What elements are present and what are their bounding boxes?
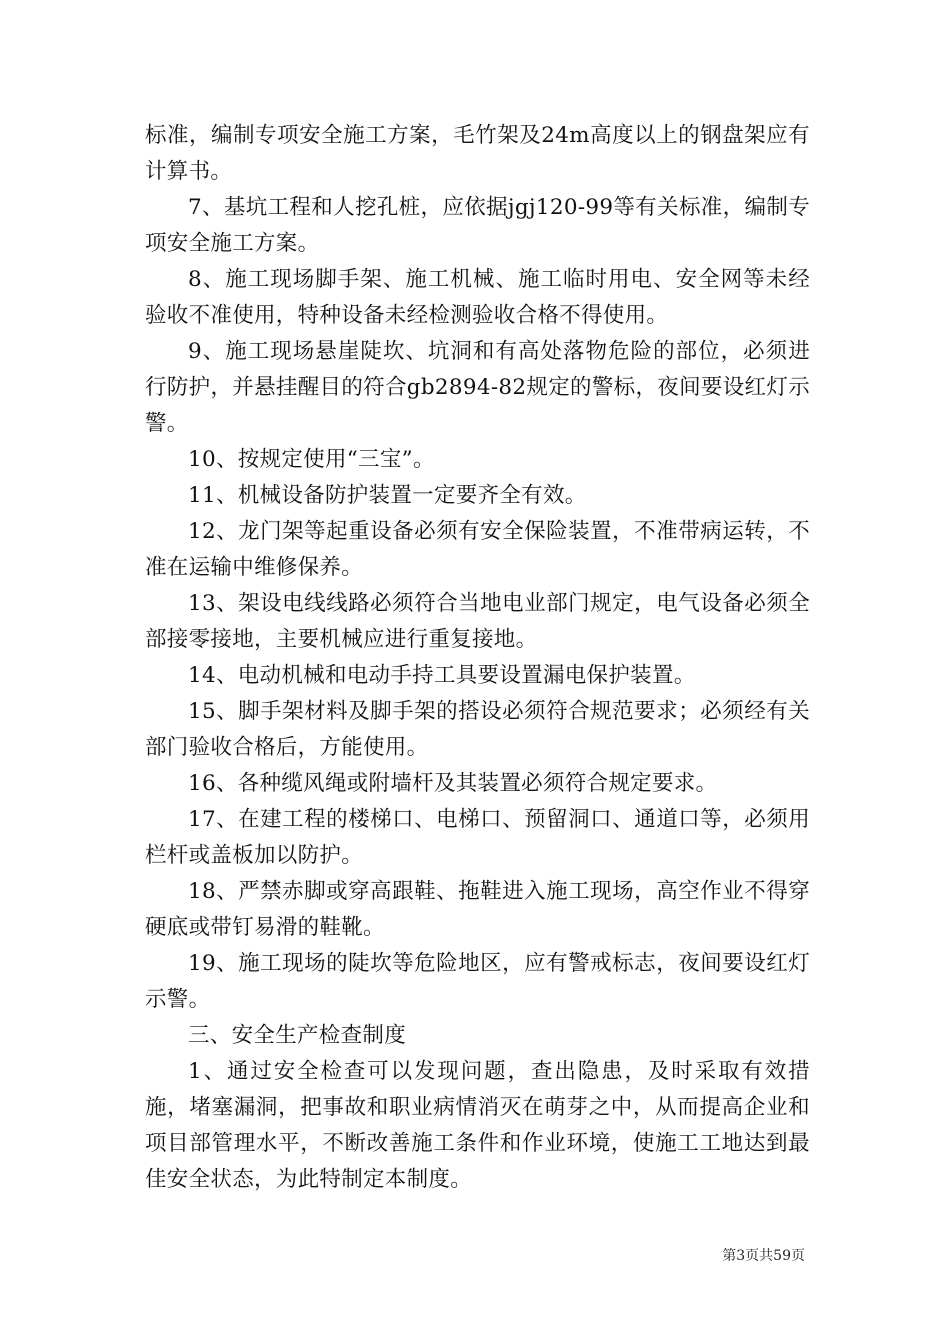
paragraph: 11、机械设备防护装置一定要齐全有效。	[188, 483, 587, 508]
paragraph: 标准，编制专项安全施工方案，毛竹架及24m高度以上的钢盘架应有计算书。	[145, 123, 810, 184]
paragraph: 19、施工现场的陡坎等危险地区，应有警戒标志，夜间要设红灯示警。	[145, 951, 810, 1012]
paragraph: 7、基坑工程和人挖孔桩，应依据jgj120-99等有关标准，编制专项安全施工方案。	[145, 195, 810, 256]
paragraph: 17、在建工程的楼梯口、电梯口、预留洞口、通道口等，必须用栏杆或盖板加以防护。	[145, 807, 810, 868]
paragraph: 12、龙门架等起重设备必须有安全保险装置，不准带病运转，不准在运输中维修保养。	[145, 519, 810, 580]
paragraph: 13、架设电线线路必须符合当地电业部门规定，电气设备必须全部接零接地，主要机械应进行重复接地。	[145, 591, 810, 652]
page-number: 第3页共59页	[722, 1248, 805, 1264]
paragraph: 8、施工现场脚手架、施工机械、施工临时用电、安全网等未经验收不准使用，特种设备未经检测验收合格不得使用。	[145, 267, 810, 328]
section-heading: 三、安全生产检查制度	[188, 1023, 407, 1048]
paragraph: 1、通过安全检查可以发现问题，查出隐患，及时采取有效措施，堵塞漏洞，把事故和职业病情消灭在萌芽之中，从而提高企业和项目部管理水平，不断改善施工条件和作业环境，使施工工地达到最佳安全状态，为此特制定本制度。	[145, 1059, 810, 1192]
paragraph: 9、施工现场悬崖陡坎、坑洞和有高处落物危险的部位，必须进行防护，并悬挂醒目的符合gb2894-82规定的警标，夜间要设红灯示警。	[145, 339, 810, 436]
document-body	[145, 118, 810, 1198]
paragraph: 10、按规定使用“三宝”。	[188, 447, 435, 472]
paragraph: 14、电动机械和电动手持工具要设置漏电保护装置。	[188, 663, 696, 688]
paragraph: 15、脚手架材料及脚手架的搭设必须符合规范要求；必须经有关部门验收合格后，方能使用。	[145, 699, 810, 760]
paragraph: 16、各种缆风绳或附墙杆及其装置必须符合规定要求。	[188, 771, 718, 796]
paragraph: 18、严禁赤脚或穿高跟鞋、拖鞋进入施工现场，高空作业不得穿硬底或带钉易滑的鞋靴。	[145, 879, 810, 940]
